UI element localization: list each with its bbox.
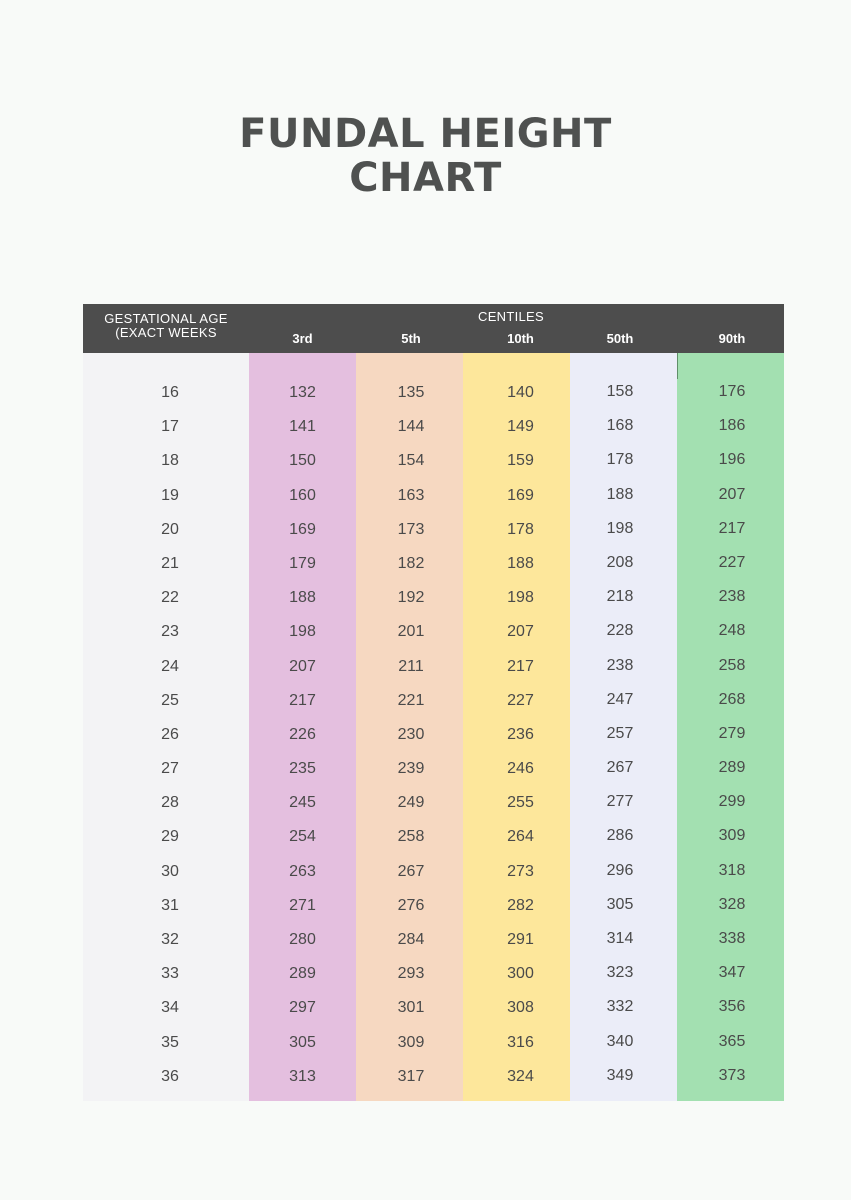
centile-90th-cell: 227 <box>718 553 746 571</box>
centile-10th-cell: 198 <box>507 589 534 607</box>
gestational-week-cell: 32 <box>161 931 179 948</box>
column-header-50th: 50th <box>606 331 634 346</box>
centile-90th-cell: 196 <box>718 451 746 469</box>
centile-50th-cell: 332 <box>606 998 634 1016</box>
centile-90th-cell: 238 <box>718 588 746 606</box>
centile-5th-cell: 249 <box>397 794 425 812</box>
centile-90th-cell: 268 <box>718 690 746 708</box>
table-row <box>83 855 784 889</box>
centile-3rd-cell: 141 <box>289 418 316 436</box>
centile-3rd-cell: 207 <box>289 657 316 675</box>
gestational-week-cell: 29 <box>161 828 179 846</box>
centile-3rd-cell: 305 <box>289 1033 316 1051</box>
gestational-week-cell: 21 <box>161 554 179 572</box>
centile-3rd-cell: 235 <box>289 760 316 778</box>
centile-3rd-cell: 169 <box>289 520 316 538</box>
centile-10th-cell: 140 <box>507 384 534 401</box>
centile-10th-cell: 188 <box>507 554 534 572</box>
table-row <box>83 1026 784 1060</box>
centile-10th-cell: 169 <box>507 486 534 504</box>
centile-10th-cell: 255 <box>507 794 534 812</box>
centile-3rd-cell: 271 <box>289 896 316 914</box>
gestational-week-cell: 17 <box>161 418 179 436</box>
gestational-week-cell: 16 <box>161 384 179 401</box>
centile-5th-cell: 267 <box>397 862 425 880</box>
table-row <box>83 889 784 923</box>
centile-5th-cell: 144 <box>397 418 425 436</box>
table-row <box>83 991 784 1025</box>
centile-50th-cell: 277 <box>606 793 634 811</box>
table-row <box>83 923 784 957</box>
centile-10th-cell: 227 <box>507 691 534 709</box>
centile-90th-cell: 279 <box>718 724 746 742</box>
centile-50th-cell: 349 <box>606 1066 634 1084</box>
gestational-week-cell: 25 <box>161 691 179 709</box>
table-row <box>83 752 784 786</box>
centile-90th-cell: 356 <box>718 998 746 1016</box>
centile-5th-cell: 173 <box>397 520 425 538</box>
centile-90th-cell: 328 <box>718 895 746 913</box>
centile-3rd-cell: 160 <box>289 486 316 504</box>
gestational-week-cell: 35 <box>161 1033 179 1051</box>
centile-90th-cell: 373 <box>718 1066 746 1084</box>
gestational-week-cell: 33 <box>161 965 179 983</box>
table-body <box>83 376 784 1094</box>
centile-3rd-cell: 263 <box>289 862 316 880</box>
centile-10th-cell: 264 <box>507 828 534 846</box>
centile-5th-cell: 276 <box>397 896 425 914</box>
centile-10th-cell: 236 <box>507 725 534 743</box>
centile-5th-cell: 239 <box>397 760 425 778</box>
centile-50th-cell: 314 <box>606 930 634 947</box>
centiles-header: CENTILES <box>478 309 544 324</box>
centile-5th-cell: 182 <box>397 554 425 572</box>
centile-50th-cell: 267 <box>606 759 634 777</box>
centile-3rd-cell: 188 <box>289 589 316 607</box>
centile-3rd-cell: 198 <box>289 623 316 641</box>
centile-10th-cell: 246 <box>507 760 534 778</box>
centile-10th-cell: 324 <box>507 1067 534 1085</box>
centile-90th-cell: 248 <box>718 622 746 640</box>
table-row <box>83 820 784 854</box>
centile-90th-cell: 299 <box>718 793 746 811</box>
column-header-90th: 90th <box>718 331 746 346</box>
centile-5th-cell: 163 <box>397 486 425 504</box>
centile-90th-cell: 258 <box>718 656 746 674</box>
centile-10th-cell: 159 <box>507 452 534 470</box>
gestational-week-cell: 27 <box>161 760 179 778</box>
centile-90th-cell: 176 <box>718 383 746 400</box>
gestational-week-cell: 18 <box>161 452 179 470</box>
centile-50th-cell: 178 <box>606 451 634 469</box>
centile-5th-cell: 284 <box>397 931 425 948</box>
table-row <box>83 786 784 820</box>
centile-5th-cell: 192 <box>397 589 425 607</box>
centile-3rd-cell: 179 <box>289 554 316 572</box>
centile-10th-cell: 217 <box>507 657 534 675</box>
gestational-week-cell: 19 <box>161 486 179 504</box>
centile-50th-cell: 188 <box>606 485 634 503</box>
centile-90th-cell: 186 <box>718 417 746 435</box>
column-header-10th: 10th <box>507 331 534 346</box>
gestational-week-cell: 30 <box>161 862 179 880</box>
centile-50th-cell: 198 <box>606 519 634 537</box>
centile-3rd-cell: 289 <box>289 965 316 983</box>
gestational-week-cell: 26 <box>161 725 179 743</box>
title-line-2: CHART <box>349 155 502 201</box>
table-row <box>83 718 784 752</box>
centile-90th-cell: 207 <box>718 485 746 503</box>
table-row <box>83 513 784 547</box>
centile-50th-cell: 168 <box>606 417 634 435</box>
centile-50th-cell: 305 <box>606 895 634 913</box>
centile-5th-cell: 221 <box>397 691 425 709</box>
centile-3rd-cell: 280 <box>289 931 316 948</box>
centile-50th-cell: 228 <box>606 622 634 640</box>
centile-90th-cell: 309 <box>718 827 746 845</box>
gestational-week-cell: 23 <box>161 623 179 641</box>
centile-3rd-cell: 132 <box>289 384 316 401</box>
gestational-age-header-line-2: (EXACT WEEKS <box>115 325 217 340</box>
centile-90th-cell: 338 <box>718 930 746 947</box>
centile-90th-cell: 365 <box>718 1032 746 1050</box>
table-row <box>83 1060 784 1094</box>
centile-3rd-cell: 313 <box>289 1067 316 1085</box>
centile-5th-cell: 201 <box>397 623 425 641</box>
centile-5th-cell: 293 <box>397 965 425 983</box>
table-row <box>83 684 784 718</box>
gestational-age-header-line-1: GESTATIONAL AGE <box>104 311 228 326</box>
table-row <box>83 615 784 649</box>
centile-3rd-cell: 217 <box>289 691 316 709</box>
gestational-week-cell: 22 <box>161 589 179 607</box>
table-header <box>83 304 784 353</box>
centile-3rd-cell: 245 <box>289 794 316 812</box>
centile-90th-cell: 318 <box>718 861 746 879</box>
table-row <box>83 376 784 410</box>
centile-10th-cell: 273 <box>507 862 534 880</box>
gestational-week-cell: 31 <box>161 896 179 914</box>
centile-10th-cell: 149 <box>507 418 534 436</box>
centile-10th-cell: 300 <box>507 965 534 983</box>
centile-10th-cell: 178 <box>507 520 534 538</box>
centile-50th-cell: 257 <box>606 724 634 742</box>
table-row <box>83 581 784 615</box>
centile-10th-cell: 282 <box>507 896 534 914</box>
centile-50th-cell: 238 <box>606 656 634 674</box>
table-row <box>83 410 784 444</box>
table-row <box>83 479 784 513</box>
centile-50th-cell: 218 <box>606 588 634 606</box>
column-header-5th: 5th <box>401 331 421 346</box>
centile-3rd-cell: 254 <box>289 828 316 846</box>
column-header-3rd: 3rd <box>292 331 313 346</box>
centile-5th-cell: 211 <box>398 657 424 675</box>
gestational-week-cell: 24 <box>161 657 179 675</box>
centile-50th-cell: 286 <box>606 827 634 845</box>
centile-10th-cell: 291 <box>507 931 534 948</box>
centile-5th-cell: 317 <box>397 1067 425 1085</box>
centile-50th-cell: 296 <box>606 861 634 879</box>
centile-50th-cell: 323 <box>606 964 634 982</box>
gestational-week-cell: 34 <box>161 999 179 1017</box>
centile-10th-cell: 308 <box>507 999 534 1017</box>
centile-90th-cell: 217 <box>718 519 746 537</box>
centile-50th-cell: 158 <box>606 383 634 400</box>
table-row <box>83 547 784 581</box>
centile-50th-cell: 208 <box>606 553 634 571</box>
centile-3rd-cell: 226 <box>289 725 316 743</box>
table-row <box>83 444 784 478</box>
title-line-1: FUNDAL HEIGHT <box>239 111 612 157</box>
centile-5th-cell: 309 <box>397 1033 425 1051</box>
gestational-week-cell: 20 <box>161 520 179 538</box>
page-title <box>0 112 851 200</box>
centile-5th-cell: 258 <box>397 828 425 846</box>
table-row <box>83 650 784 684</box>
centile-3rd-cell: 150 <box>289 452 316 470</box>
centile-3rd-cell: 297 <box>289 999 316 1017</box>
centile-10th-cell: 316 <box>507 1033 534 1051</box>
gestational-week-cell: 28 <box>161 794 179 812</box>
centile-5th-cell: 135 <box>397 384 425 401</box>
centile-50th-cell: 340 <box>606 1032 634 1050</box>
centile-90th-cell: 347 <box>718 964 746 982</box>
centile-5th-cell: 230 <box>397 725 425 743</box>
centile-10th-cell: 207 <box>507 623 534 641</box>
gestational-week-cell: 36 <box>161 1067 179 1085</box>
centile-5th-cell: 154 <box>397 452 425 470</box>
centile-90th-cell: 289 <box>718 759 746 777</box>
table-row <box>83 957 784 991</box>
centile-50th-cell: 247 <box>606 690 634 708</box>
centile-5th-cell: 301 <box>397 999 425 1017</box>
